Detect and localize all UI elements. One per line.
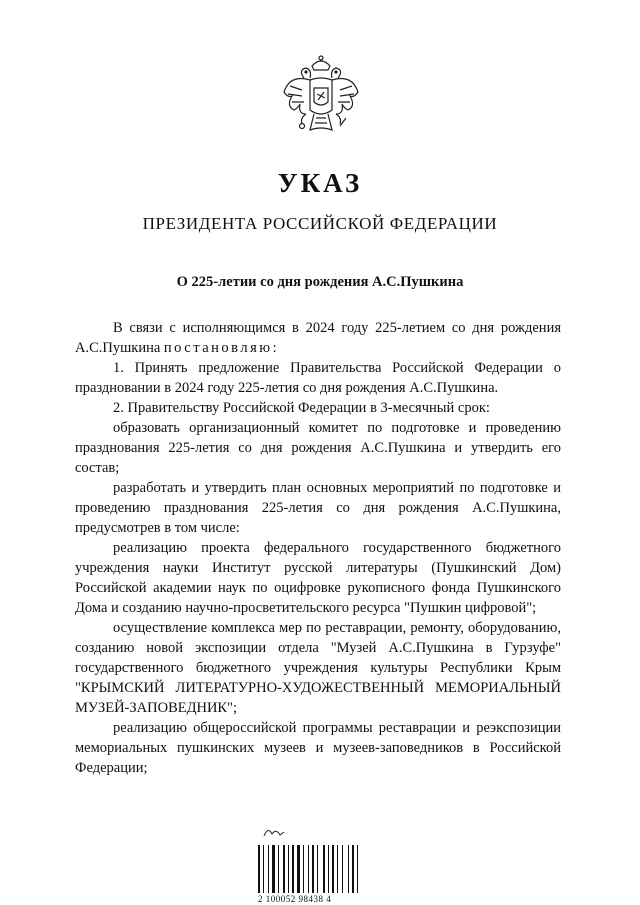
intro-text: В связи с исполняющимся в 2024 году 225-летием со дня рождения А.С.Пушкина xyxy=(75,320,561,356)
barcode-bar xyxy=(263,845,264,893)
barcode-bar xyxy=(268,845,269,893)
barcode-bar xyxy=(258,845,260,893)
document-body xyxy=(75,318,561,778)
barcode-icon xyxy=(258,845,378,893)
barcode-bar xyxy=(292,845,294,893)
decree-word: постановляю: xyxy=(163,340,280,356)
barcode-bar xyxy=(348,845,349,893)
barcode-bar xyxy=(337,845,338,893)
signature-mark-icon xyxy=(258,824,378,840)
item-2: 2. Правительству Российской Федерации в 3-месячный срок: xyxy=(113,400,490,416)
barcode-number: 2 100052 98438 4 xyxy=(258,894,332,904)
document-heading: О 225-летии со дня рождения А.С.Пушкина xyxy=(176,274,464,290)
item-2a: образовать организационный комитет по подготовке и проведению празднования 225-летия со дня рождения А.С.Пушкина и утвердить его состав; xyxy=(75,420,561,476)
item-2b: разработать и утвердить план основных мероприятий по подготовке и проведению празднования 225-летия со дня рождения А.С.Пушкина, предусмотрев в том числе: xyxy=(75,480,561,536)
barcode-bar xyxy=(352,845,354,893)
barcode-bar xyxy=(308,845,309,893)
barcode-bar xyxy=(283,845,285,893)
barcode-bar xyxy=(328,845,329,893)
barcode-bar xyxy=(317,845,318,893)
decree-title: УКАЗ xyxy=(277,168,363,198)
barcode-bar xyxy=(278,845,279,893)
barcode xyxy=(258,824,378,904)
barcode-bar xyxy=(303,845,304,893)
intro-paragraph xyxy=(75,318,561,358)
barcode-bar xyxy=(272,845,275,893)
barcode-bar xyxy=(323,845,325,893)
decree-subtitle: ПРЕЗИДЕНТА РОССИЙСКОЙ ФЕДЕРАЦИИ xyxy=(142,214,498,233)
barcode-bar xyxy=(357,845,358,893)
barcode-bar xyxy=(332,845,334,893)
item-2b3: реализацию общероссийской программы реставрации и реэкспозиции мемориальных пушкинских музеев и музеев-заповедников в Российской Федерации; xyxy=(75,720,561,776)
coat-of-arms-icon xyxy=(276,52,366,142)
item-2b1: реализацию проекта федерального государственного бюджетного учреждения науки Институт русской литературы (Пушкинский Дом) Российской академии наук по оцифровке рукописного фонда Пушкинского Дома и созданию научно-просветительского ресурса "Пушкин цифровой"; xyxy=(75,540,561,616)
item-1: 1. Принять предложение Правительства Российской Федерации о праздновании в 2024 году 225-летия со дня рождения А.С.Пушкина. xyxy=(75,360,561,396)
barcode-bar xyxy=(297,845,300,893)
barcode-bar xyxy=(312,845,314,893)
barcode-bar xyxy=(288,845,289,893)
item-2b2: осуществление комплекса мер по реставрации, ремонту, оборудованию, созданию новой экспозиции отдела "Музей А.С.Пушкина в Гурзуфе" государственного бюджетного учреждения культуры Республики Крым "КРЫМСКИЙ ЛИТЕРАТУРНО-ХУДОЖЕСТВЕННЫЙ МЕМОРИАЛЬНЫЙ МУЗЕЙ-ЗАПОВЕДНИК"; xyxy=(75,620,561,716)
barcode-bar xyxy=(342,845,343,893)
